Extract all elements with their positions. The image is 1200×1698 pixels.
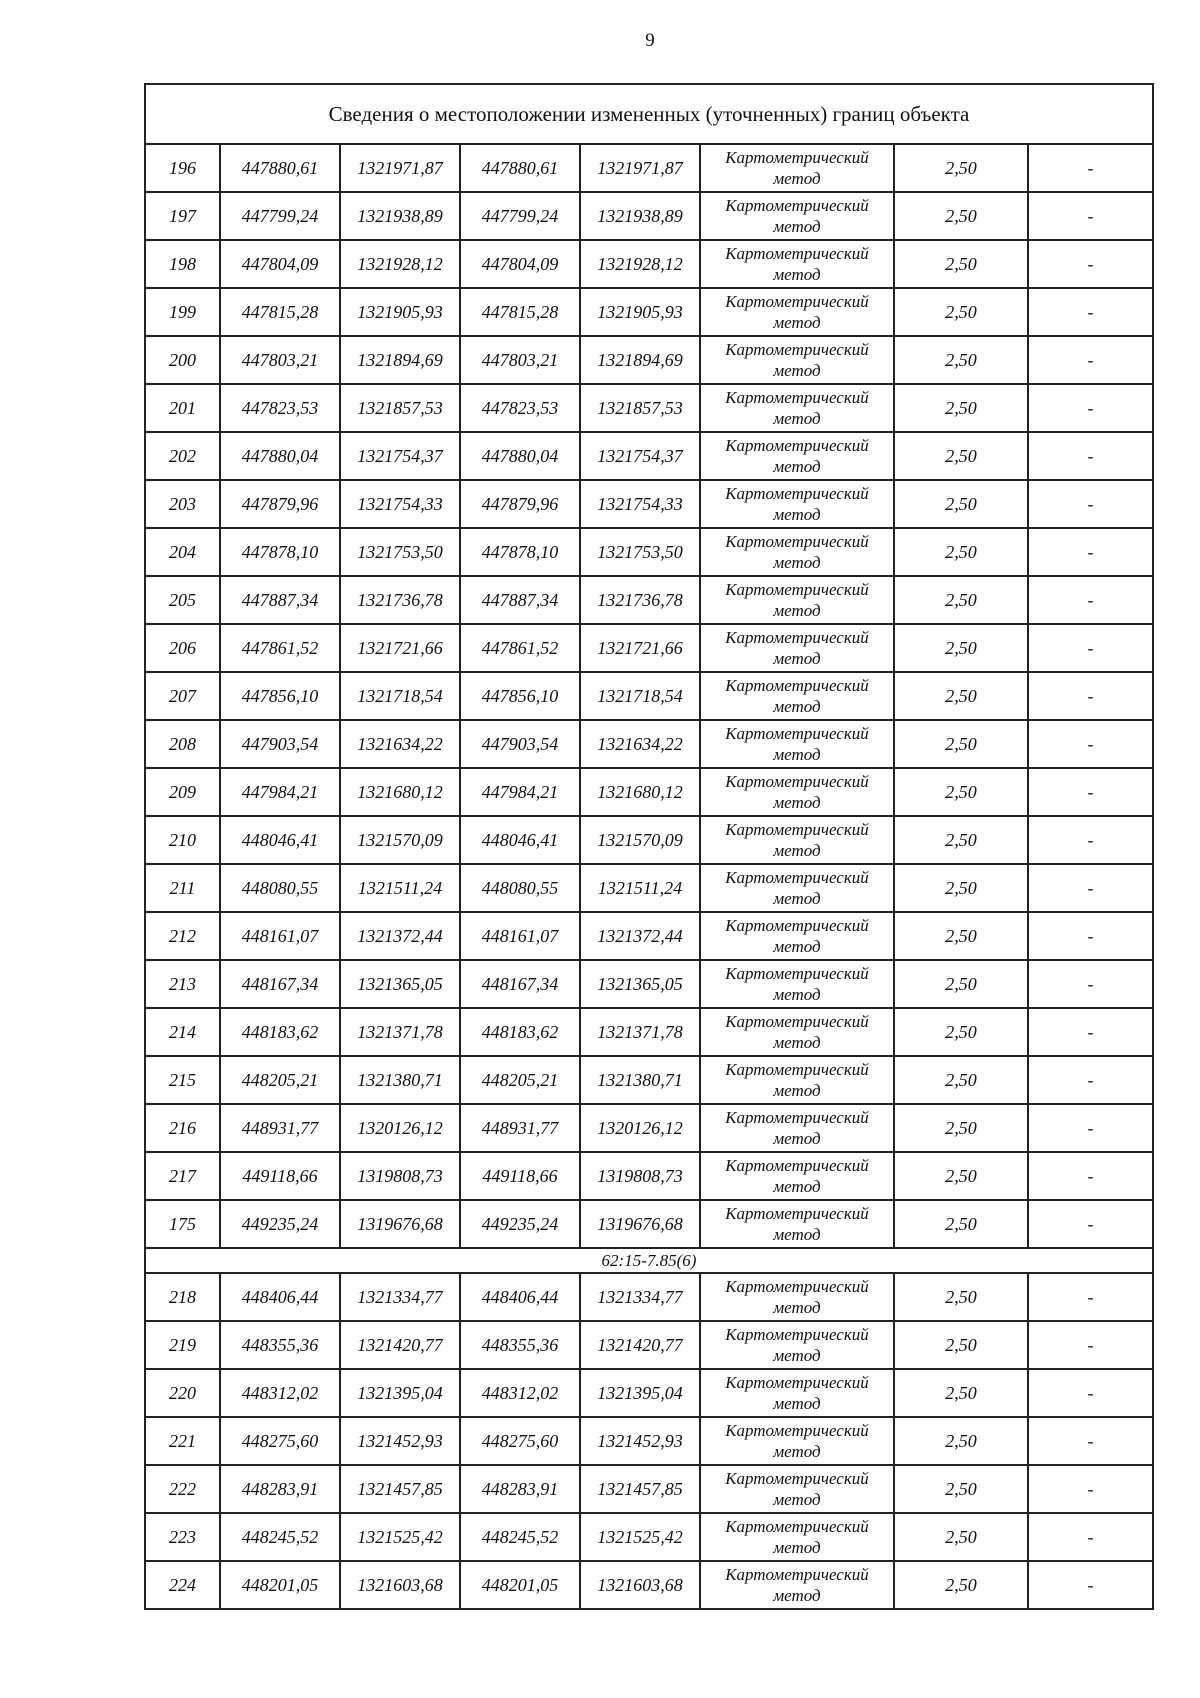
y-coordinate-existing-cell: 1321857,53 [340,384,460,432]
table-row [145,336,1153,384]
x-coordinate-refined-cell: 448080,55 [460,864,580,912]
determination-method-cell: Картометрический метод [700,192,894,240]
accuracy-cell: 2,50 [894,576,1028,624]
x-coordinate-refined-cell: 448167,34 [460,960,580,1008]
accuracy-cell: 2,50 [894,1417,1028,1465]
table-row [145,576,1153,624]
notes-cell: - [1028,240,1153,288]
x-coordinate-refined-cell: 447803,21 [460,336,580,384]
x-coordinate-refined-cell: 448312,02 [460,1369,580,1417]
determination-method-cell: Картометрический метод [700,960,894,1008]
notes-cell: - [1028,336,1153,384]
accuracy-cell: 2,50 [894,144,1028,192]
point-number-cell: 213 [145,960,220,1008]
x-coordinate-refined-cell: 447878,10 [460,528,580,576]
y-coordinate-refined-cell: 1321754,33 [580,480,700,528]
table-row [145,1273,1153,1321]
x-coordinate-existing-cell: 448183,62 [220,1008,340,1056]
y-coordinate-refined-cell: 1321457,85 [580,1465,700,1513]
y-coordinate-refined-cell: 1321736,78 [580,576,700,624]
y-coordinate-existing-cell: 1321380,71 [340,1056,460,1104]
determination-method-cell: Картометрический метод [700,528,894,576]
x-coordinate-refined-cell: 448205,21 [460,1056,580,1104]
y-coordinate-existing-cell: 1321511,24 [340,864,460,912]
determination-method-cell: Картометрический метод [700,864,894,912]
table-row [145,912,1153,960]
y-coordinate-refined-cell: 1320126,12 [580,1104,700,1152]
determination-method-cell: Картометрический метод [700,432,894,480]
x-coordinate-refined-cell: 447856,10 [460,672,580,720]
table-title: Сведения о местоположении измененных (уточненных) границ объекта [145,84,1153,144]
x-coordinate-existing-cell: 447880,04 [220,432,340,480]
x-coordinate-refined-cell: 447880,61 [460,144,580,192]
x-coordinate-existing-cell: 448046,41 [220,816,340,864]
table-row [145,720,1153,768]
x-coordinate-existing-cell: 448406,44 [220,1273,340,1321]
table-row [145,240,1153,288]
y-coordinate-refined-cell: 1321603,68 [580,1561,700,1609]
table-row [145,672,1153,720]
y-coordinate-existing-cell: 1321753,50 [340,528,460,576]
accuracy-cell: 2,50 [894,336,1028,384]
notes-cell: - [1028,1321,1153,1369]
x-coordinate-refined-cell: 447879,96 [460,480,580,528]
y-coordinate-refined-cell: 1321570,09 [580,816,700,864]
table-row [145,1561,1153,1609]
x-coordinate-refined-cell: 447804,09 [460,240,580,288]
x-coordinate-existing-cell: 447887,34 [220,576,340,624]
accuracy-cell: 2,50 [894,1273,1028,1321]
accuracy-cell: 2,50 [894,528,1028,576]
point-number-cell: 198 [145,240,220,288]
table-row [145,384,1153,432]
point-number-cell: 205 [145,576,220,624]
x-coordinate-existing-cell: 447856,10 [220,672,340,720]
table-row [145,480,1153,528]
y-coordinate-existing-cell: 1321570,09 [340,816,460,864]
notes-cell: - [1028,1465,1153,1513]
accuracy-cell: 2,50 [894,240,1028,288]
y-coordinate-existing-cell: 1319676,68 [340,1200,460,1248]
section-label: 62:15-7.85(6) [145,1248,1153,1273]
accuracy-cell: 2,50 [894,1104,1028,1152]
point-number-cell: 203 [145,480,220,528]
y-coordinate-existing-cell: 1321938,89 [340,192,460,240]
section-header-row [145,1248,1153,1273]
y-coordinate-existing-cell: 1321754,33 [340,480,460,528]
x-coordinate-refined-cell: 448245,52 [460,1513,580,1561]
y-coordinate-existing-cell: 1321334,77 [340,1273,460,1321]
y-coordinate-existing-cell: 1321365,05 [340,960,460,1008]
accuracy-cell: 2,50 [894,1369,1028,1417]
accuracy-cell: 2,50 [894,480,1028,528]
determination-method-cell: Картометрический метод [700,1321,894,1369]
notes-cell: - [1028,816,1153,864]
y-coordinate-existing-cell: 1321971,87 [340,144,460,192]
y-coordinate-refined-cell: 1321525,42 [580,1513,700,1561]
accuracy-cell: 2,50 [894,624,1028,672]
notes-cell: - [1028,864,1153,912]
determination-method-cell: Картометрический метод [700,816,894,864]
determination-method-cell: Картометрический метод [700,1200,894,1248]
y-coordinate-refined-cell: 1321511,24 [580,864,700,912]
point-number-cell: 216 [145,1104,220,1152]
point-number-cell: 197 [145,192,220,240]
x-coordinate-existing-cell: 449118,66 [220,1152,340,1200]
notes-cell: - [1028,768,1153,816]
y-coordinate-refined-cell: 1321380,71 [580,1056,700,1104]
determination-method-cell: Картометрический метод [700,384,894,432]
x-coordinate-refined-cell: 448931,77 [460,1104,580,1152]
accuracy-cell: 2,50 [894,1513,1028,1561]
notes-cell: - [1028,432,1153,480]
determination-method-cell: Картометрический метод [700,912,894,960]
x-coordinate-refined-cell: 447880,04 [460,432,580,480]
x-coordinate-existing-cell: 448245,52 [220,1513,340,1561]
x-coordinate-existing-cell: 447803,21 [220,336,340,384]
y-coordinate-refined-cell: 1321680,12 [580,768,700,816]
table-row [145,1056,1153,1104]
table-row [145,1465,1153,1513]
notes-cell: - [1028,384,1153,432]
determination-method-cell: Картометрический метод [700,1152,894,1200]
page-number: 9 [645,30,655,51]
table-row [145,864,1153,912]
table-row [145,1152,1153,1200]
y-coordinate-existing-cell: 1319808,73 [340,1152,460,1200]
point-number-cell: 215 [145,1056,220,1104]
y-coordinate-refined-cell: 1319808,73 [580,1152,700,1200]
point-number-cell: 224 [145,1561,220,1609]
point-number-cell: 217 [145,1152,220,1200]
y-coordinate-existing-cell: 1321718,54 [340,672,460,720]
notes-cell: - [1028,1056,1153,1104]
table-row [145,1200,1153,1248]
y-coordinate-refined-cell: 1321754,37 [580,432,700,480]
point-number-cell: 223 [145,1513,220,1561]
point-number-cell: 199 [145,288,220,336]
x-coordinate-existing-cell: 447984,21 [220,768,340,816]
x-coordinate-existing-cell: 447879,96 [220,480,340,528]
y-coordinate-existing-cell: 1321603,68 [340,1561,460,1609]
determination-method-cell: Картометрический метод [700,720,894,768]
point-number-cell: 220 [145,1369,220,1417]
accuracy-cell: 2,50 [894,1200,1028,1248]
point-number-cell: 208 [145,720,220,768]
y-coordinate-refined-cell: 1321334,77 [580,1273,700,1321]
accuracy-cell: 2,50 [894,912,1028,960]
y-coordinate-existing-cell: 1321395,04 [340,1369,460,1417]
notes-cell: - [1028,624,1153,672]
point-number-cell: 214 [145,1008,220,1056]
table-row [145,144,1153,192]
y-coordinate-existing-cell: 1321736,78 [340,576,460,624]
table-row [145,288,1153,336]
determination-method-cell: Картометрический метод [700,144,894,192]
y-coordinate-refined-cell: 1319676,68 [580,1200,700,1248]
x-coordinate-existing-cell: 448275,60 [220,1417,340,1465]
table-row [145,1513,1153,1561]
determination-method-cell: Картометрический метод [700,336,894,384]
point-number-cell: 222 [145,1465,220,1513]
x-coordinate-refined-cell: 448355,36 [460,1321,580,1369]
x-coordinate-refined-cell: 447815,28 [460,288,580,336]
table-row [145,1008,1153,1056]
y-coordinate-refined-cell: 1321753,50 [580,528,700,576]
determination-method-cell: Картометрический метод [700,1056,894,1104]
point-number-cell: 207 [145,672,220,720]
determination-method-cell: Картометрический метод [700,1417,894,1465]
y-coordinate-existing-cell: 1321905,93 [340,288,460,336]
determination-method-cell: Картометрический метод [700,1513,894,1561]
determination-method-cell: Картометрический метод [700,240,894,288]
determination-method-cell: Картометрический метод [700,1465,894,1513]
accuracy-cell: 2,50 [894,672,1028,720]
notes-cell: - [1028,720,1153,768]
x-coordinate-refined-cell: 448161,07 [460,912,580,960]
x-coordinate-refined-cell: 448406,44 [460,1273,580,1321]
point-number-cell: 196 [145,144,220,192]
determination-method-cell: Картометрический метод [700,768,894,816]
y-coordinate-refined-cell: 1321905,93 [580,288,700,336]
point-number-cell: 175 [145,1200,220,1248]
notes-cell: - [1028,1369,1153,1417]
x-coordinate-existing-cell: 447823,53 [220,384,340,432]
x-coordinate-existing-cell: 448161,07 [220,912,340,960]
x-coordinate-existing-cell: 447880,61 [220,144,340,192]
y-coordinate-refined-cell: 1321938,89 [580,192,700,240]
x-coordinate-existing-cell: 447799,24 [220,192,340,240]
determination-method-cell: Картометрический метод [700,1008,894,1056]
notes-cell: - [1028,528,1153,576]
notes-cell: - [1028,1200,1153,1248]
x-coordinate-refined-cell: 447823,53 [460,384,580,432]
x-coordinate-refined-cell: 448275,60 [460,1417,580,1465]
y-coordinate-refined-cell: 1321395,04 [580,1369,700,1417]
x-coordinate-refined-cell: 447984,21 [460,768,580,816]
point-number-cell: 221 [145,1417,220,1465]
point-number-cell: 219 [145,1321,220,1369]
notes-cell: - [1028,1104,1153,1152]
accuracy-cell: 2,50 [894,288,1028,336]
y-coordinate-refined-cell: 1321365,05 [580,960,700,1008]
x-coordinate-existing-cell: 448283,91 [220,1465,340,1513]
y-coordinate-refined-cell: 1321971,87 [580,144,700,192]
determination-method-cell: Картометрический метод [700,480,894,528]
notes-cell: - [1028,144,1153,192]
notes-cell: - [1028,192,1153,240]
x-coordinate-existing-cell: 447804,09 [220,240,340,288]
x-coordinate-existing-cell: 447815,28 [220,288,340,336]
y-coordinate-existing-cell: 1321721,66 [340,624,460,672]
determination-method-cell: Картометрический метод [700,672,894,720]
accuracy-cell: 2,50 [894,192,1028,240]
accuracy-cell: 2,50 [894,1056,1028,1104]
notes-cell: - [1028,480,1153,528]
x-coordinate-existing-cell: 448201,05 [220,1561,340,1609]
x-coordinate-existing-cell: 448312,02 [220,1369,340,1417]
notes-cell: - [1028,576,1153,624]
accuracy-cell: 2,50 [894,1321,1028,1369]
accuracy-cell: 2,50 [894,1152,1028,1200]
notes-cell: - [1028,1273,1153,1321]
notes-cell: - [1028,1513,1153,1561]
determination-method-cell: Картометрический метод [700,1561,894,1609]
table-row [145,1417,1153,1465]
accuracy-cell: 2,50 [894,720,1028,768]
accuracy-cell: 2,50 [894,384,1028,432]
y-coordinate-existing-cell: 1321371,78 [340,1008,460,1056]
point-number-cell: 202 [145,432,220,480]
table-row [145,432,1153,480]
x-coordinate-refined-cell: 447887,34 [460,576,580,624]
determination-method-cell: Картометрический метод [700,576,894,624]
notes-cell: - [1028,288,1153,336]
y-coordinate-refined-cell: 1321928,12 [580,240,700,288]
notes-cell: - [1028,672,1153,720]
notes-cell: - [1028,1152,1153,1200]
x-coordinate-refined-cell: 448201,05 [460,1561,580,1609]
x-coordinate-refined-cell: 448283,91 [460,1465,580,1513]
y-coordinate-existing-cell: 1321420,77 [340,1321,460,1369]
y-coordinate-refined-cell: 1321371,78 [580,1008,700,1056]
table-row [145,528,1153,576]
accuracy-cell: 2,50 [894,1008,1028,1056]
y-coordinate-existing-cell: 1320126,12 [340,1104,460,1152]
y-coordinate-existing-cell: 1321457,85 [340,1465,460,1513]
y-coordinate-refined-cell: 1321372,44 [580,912,700,960]
accuracy-cell: 2,50 [894,1561,1028,1609]
y-coordinate-existing-cell: 1321372,44 [340,912,460,960]
table-row [145,816,1153,864]
determination-method-cell: Картометрический метод [700,624,894,672]
y-coordinate-refined-cell: 1321452,93 [580,1417,700,1465]
point-number-cell: 218 [145,1273,220,1321]
determination-method-cell: Картометрический метод [700,1273,894,1321]
notes-cell: - [1028,1417,1153,1465]
table-row [145,1369,1153,1417]
x-coordinate-refined-cell: 448183,62 [460,1008,580,1056]
x-coordinate-existing-cell: 447903,54 [220,720,340,768]
point-number-cell: 210 [145,816,220,864]
notes-cell: - [1028,1561,1153,1609]
y-coordinate-refined-cell: 1321420,77 [580,1321,700,1369]
y-coordinate-refined-cell: 1321894,69 [580,336,700,384]
determination-method-cell: Картометрический метод [700,1104,894,1152]
point-number-cell: 209 [145,768,220,816]
accuracy-cell: 2,50 [894,768,1028,816]
table-row [145,1321,1153,1369]
point-number-cell: 200 [145,336,220,384]
table-row [145,768,1153,816]
y-coordinate-existing-cell: 1321452,93 [340,1417,460,1465]
determination-method-cell: Картометрический метод [700,288,894,336]
determination-method-cell: Картометрический метод [700,1369,894,1417]
table-title-row [145,84,1153,144]
x-coordinate-existing-cell: 448080,55 [220,864,340,912]
accuracy-cell: 2,50 [894,432,1028,480]
point-number-cell: 212 [145,912,220,960]
x-coordinate-refined-cell: 447903,54 [460,720,580,768]
x-coordinate-existing-cell: 448931,77 [220,1104,340,1152]
y-coordinate-existing-cell: 1321894,69 [340,336,460,384]
x-coordinate-refined-cell: 448046,41 [460,816,580,864]
y-coordinate-refined-cell: 1321857,53 [580,384,700,432]
accuracy-cell: 2,50 [894,960,1028,1008]
table-row [145,192,1153,240]
x-coordinate-existing-cell: 448205,21 [220,1056,340,1104]
y-coordinate-refined-cell: 1321718,54 [580,672,700,720]
accuracy-cell: 2,50 [894,816,1028,864]
point-number-cell: 204 [145,528,220,576]
table-row [145,1104,1153,1152]
x-coordinate-refined-cell: 449235,24 [460,1200,580,1248]
y-coordinate-existing-cell: 1321525,42 [340,1513,460,1561]
x-coordinate-existing-cell: 448355,36 [220,1321,340,1369]
notes-cell: - [1028,912,1153,960]
notes-cell: - [1028,1008,1153,1056]
point-number-cell: 206 [145,624,220,672]
accuracy-cell: 2,50 [894,864,1028,912]
y-coordinate-refined-cell: 1321634,22 [580,720,700,768]
x-coordinate-refined-cell: 449118,66 [460,1152,580,1200]
point-number-cell: 201 [145,384,220,432]
y-coordinate-existing-cell: 1321754,37 [340,432,460,480]
x-coordinate-refined-cell: 447861,52 [460,624,580,672]
y-coordinate-refined-cell: 1321721,66 [580,624,700,672]
notes-cell: - [1028,960,1153,1008]
x-coordinate-existing-cell: 449235,24 [220,1200,340,1248]
x-coordinate-refined-cell: 447799,24 [460,192,580,240]
accuracy-cell: 2,50 [894,1465,1028,1513]
x-coordinate-existing-cell: 448167,34 [220,960,340,1008]
table-row [145,960,1153,1008]
y-coordinate-existing-cell: 1321680,12 [340,768,460,816]
y-coordinate-existing-cell: 1321634,22 [340,720,460,768]
x-coordinate-existing-cell: 447878,10 [220,528,340,576]
point-number-cell: 211 [145,864,220,912]
boundary-coordinates-table [144,83,1154,1610]
table-row [145,624,1153,672]
y-coordinate-existing-cell: 1321928,12 [340,240,460,288]
x-coordinate-existing-cell: 447861,52 [220,624,340,672]
